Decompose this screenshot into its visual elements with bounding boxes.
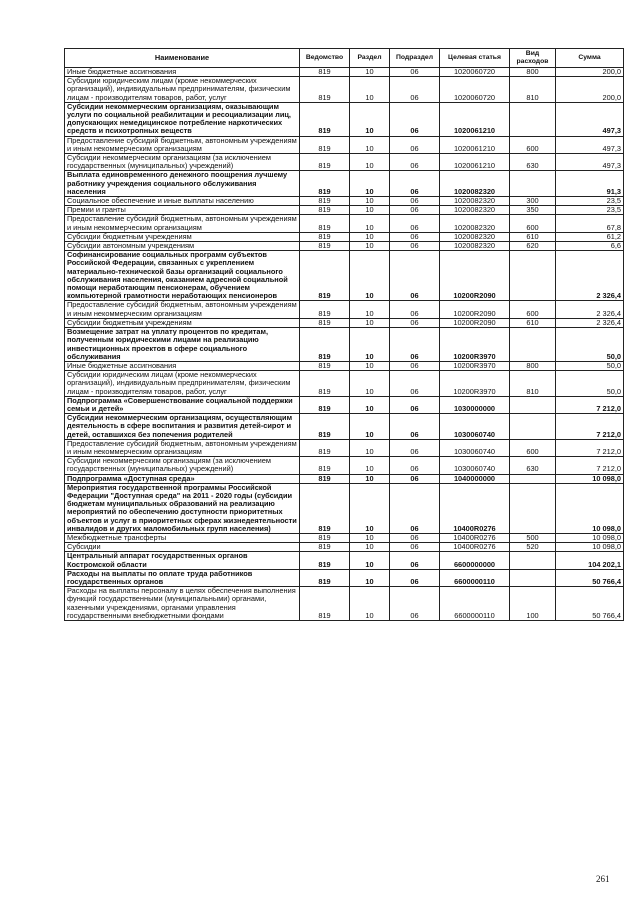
cell-expense-type: 800 xyxy=(510,361,556,370)
cell-name: Субсидии юридическим лицам (кроме некоммерческих организаций), индивидуальным предпринимателям, физическим лицам - производителям товаров, работ, услуг xyxy=(65,371,300,397)
cell-target-article: 6600000110 xyxy=(440,569,510,586)
cell-subsection: 06 xyxy=(390,77,440,103)
cell-amount: 50 766,4 xyxy=(556,569,624,586)
cell-expense-type xyxy=(510,251,556,301)
cell-department: 819 xyxy=(300,197,350,206)
cell-department: 819 xyxy=(300,68,350,77)
cell-expense-type: 520 xyxy=(510,543,556,552)
cell-amount: 2 326,4 xyxy=(556,301,624,318)
cell-department: 819 xyxy=(300,533,350,542)
cell-department: 819 xyxy=(300,242,350,251)
cell-target-article: 1020082320 xyxy=(440,171,510,197)
cell-amount: 10 098,0 xyxy=(556,543,624,552)
cell-amount: 104 202,1 xyxy=(556,552,624,569)
cell-department: 819 xyxy=(300,396,350,413)
cell-department: 819 xyxy=(300,301,350,318)
cell-expense-type: 600 xyxy=(510,301,556,318)
cell-department: 819 xyxy=(300,552,350,569)
cell-target-article: 10200R2090 xyxy=(440,301,510,318)
cell-name: Расходы на выплаты по оплате труда работников государственных органов xyxy=(65,569,300,586)
cell-amount: 67,8 xyxy=(556,215,624,232)
cell-expense-type: 350 xyxy=(510,206,556,215)
page-number: 261 xyxy=(596,874,610,884)
table-row xyxy=(65,439,624,456)
cell-target-article: 6600000000 xyxy=(440,552,510,569)
header-subsection: Подраздел xyxy=(390,49,440,68)
cell-expense-type: 630 xyxy=(510,154,556,171)
cell-section: 10 xyxy=(350,396,390,413)
cell-amount: 7 212,0 xyxy=(556,414,624,440)
cell-amount: 23,5 xyxy=(556,206,624,215)
cell-subsection: 06 xyxy=(390,371,440,397)
cell-section: 10 xyxy=(350,251,390,301)
cell-section: 10 xyxy=(350,371,390,397)
cell-section: 10 xyxy=(350,457,390,474)
table-row xyxy=(65,197,624,206)
cell-amount: 23,5 xyxy=(556,197,624,206)
table-row xyxy=(65,232,624,241)
cell-name: Субсидии некоммерческим организациям, оказывающим услуги по социальной реабилитации и ресоциализации лиц, допускающих немедицинское потребление наркотических средств и психотропных веществ xyxy=(65,102,300,136)
cell-amount: 497,3 xyxy=(556,102,624,136)
cell-department: 819 xyxy=(300,414,350,440)
cell-section: 10 xyxy=(350,77,390,103)
cell-subsection: 06 xyxy=(390,328,440,362)
cell-expense-type: 620 xyxy=(510,242,556,251)
cell-name: Возмещение затрат на уплату процентов по кредитам, полученным юридическими лицами на реализацию инвестиционных проектов в сфере социального обслуживания xyxy=(65,328,300,362)
cell-subsection: 06 xyxy=(390,171,440,197)
cell-department: 819 xyxy=(300,474,350,483)
cell-expense-type xyxy=(510,569,556,586)
cell-expense-type: 610 xyxy=(510,318,556,327)
cell-amount: 50,0 xyxy=(556,328,624,362)
table-row xyxy=(65,215,624,232)
cell-section: 10 xyxy=(350,136,390,153)
table-body xyxy=(65,68,624,621)
cell-target-article: 10400R0276 xyxy=(440,483,510,533)
cell-name: Премии и гранты xyxy=(65,206,300,215)
cell-department: 819 xyxy=(300,251,350,301)
cell-expense-type: 500 xyxy=(510,533,556,542)
cell-target-article: 1020061210 xyxy=(440,136,510,153)
cell-name: Выплата единовременного денежного поощрения лучшему работнику учреждения социального обслуживания населения xyxy=(65,171,300,197)
table-row xyxy=(65,318,624,327)
cell-target-article: 1020082320 xyxy=(440,242,510,251)
cell-name: Подпрограмма «Совершенствование социальной поддержки семьи и детей» xyxy=(65,396,300,413)
cell-expense-type xyxy=(510,102,556,136)
cell-name: Межбюджетные трансферты xyxy=(65,533,300,542)
cell-subsection: 06 xyxy=(390,301,440,318)
cell-section: 10 xyxy=(350,318,390,327)
cell-name: Субсидии автономным учреждениям xyxy=(65,242,300,251)
cell-subsection: 06 xyxy=(390,483,440,533)
cell-subsection: 06 xyxy=(390,414,440,440)
cell-amount: 10 098,0 xyxy=(556,533,624,542)
cell-amount: 7 212,0 xyxy=(556,396,624,413)
cell-name: Социальное обеспечение и иные выплаты населению xyxy=(65,197,300,206)
cell-department: 819 xyxy=(300,328,350,362)
cell-section: 10 xyxy=(350,587,390,621)
cell-department: 819 xyxy=(300,361,350,370)
cell-section: 10 xyxy=(350,474,390,483)
table-row xyxy=(65,77,624,103)
cell-target-article: 1030060740 xyxy=(440,414,510,440)
cell-section: 10 xyxy=(350,102,390,136)
cell-subsection: 06 xyxy=(390,215,440,232)
header-expense-type: Вид расходов xyxy=(510,49,556,68)
cell-department: 819 xyxy=(300,543,350,552)
cell-name: Предоставление субсидий бюджетным, автономным учреждениям и иным некоммерческим организациям xyxy=(65,439,300,456)
cell-subsection: 06 xyxy=(390,543,440,552)
cell-subsection: 06 xyxy=(390,569,440,586)
header-amount: Сумма xyxy=(556,49,624,68)
cell-target-article: 1040000000 xyxy=(440,474,510,483)
cell-target-article: 1020060720 xyxy=(440,68,510,77)
table-row xyxy=(65,136,624,153)
cell-name: Предоставление субсидий бюджетным, автономным учреждениям и иным некоммерческим организациям xyxy=(65,136,300,153)
cell-expense-type xyxy=(510,328,556,362)
cell-expense-type xyxy=(510,414,556,440)
cell-department: 819 xyxy=(300,569,350,586)
cell-subsection: 06 xyxy=(390,533,440,542)
cell-target-article: 10400R0276 xyxy=(440,533,510,542)
cell-target-article: 6600000110 xyxy=(440,587,510,621)
cell-expense-type: 600 xyxy=(510,136,556,153)
cell-department: 819 xyxy=(300,232,350,241)
cell-subsection: 06 xyxy=(390,197,440,206)
cell-department: 819 xyxy=(300,136,350,153)
budget-table-container xyxy=(64,48,623,621)
header-target-article: Целевая статья xyxy=(440,49,510,68)
budget-table xyxy=(64,48,624,621)
cell-target-article: 1020060720 xyxy=(440,77,510,103)
cell-subsection: 06 xyxy=(390,439,440,456)
cell-expense-type xyxy=(510,552,556,569)
cell-amount: 7 212,0 xyxy=(556,457,624,474)
cell-section: 10 xyxy=(350,328,390,362)
cell-department: 819 xyxy=(300,318,350,327)
cell-subsection: 06 xyxy=(390,154,440,171)
cell-amount: 61,2 xyxy=(556,232,624,241)
cell-amount: 10 098,0 xyxy=(556,483,624,533)
cell-section: 10 xyxy=(350,68,390,77)
table-row xyxy=(65,171,624,197)
cell-section: 10 xyxy=(350,569,390,586)
table-row xyxy=(65,483,624,533)
cell-section: 10 xyxy=(350,154,390,171)
table-row xyxy=(65,206,624,215)
table-row xyxy=(65,251,624,301)
cell-amount: 50,0 xyxy=(556,371,624,397)
cell-expense-type xyxy=(510,474,556,483)
cell-expense-type xyxy=(510,396,556,413)
cell-section: 10 xyxy=(350,361,390,370)
table-row xyxy=(65,552,624,569)
cell-target-article: 10200R3970 xyxy=(440,328,510,362)
cell-target-article: 1020082320 xyxy=(440,215,510,232)
cell-department: 819 xyxy=(300,102,350,136)
table-row xyxy=(65,457,624,474)
cell-section: 10 xyxy=(350,483,390,533)
cell-expense-type xyxy=(510,171,556,197)
cell-name: Субсидии некоммерческим организациям, осуществляющим деятельность в сфере воспитания и развития детей-сирот и детей, оставшихся без попечения родителей xyxy=(65,414,300,440)
cell-department: 819 xyxy=(300,77,350,103)
cell-amount: 50,0 xyxy=(556,361,624,370)
cell-amount: 2 326,4 xyxy=(556,251,624,301)
table-row xyxy=(65,396,624,413)
cell-department: 819 xyxy=(300,371,350,397)
cell-subsection: 06 xyxy=(390,396,440,413)
cell-subsection: 06 xyxy=(390,102,440,136)
cell-department: 819 xyxy=(300,215,350,232)
cell-target-article: 1020082320 xyxy=(440,232,510,241)
cell-name: Расходы на выплаты персоналу в целях обеспечения выполнения функций государственными (муниципальными) органами, казенными учреждениями, органами управления государственными внебюджетными фондами xyxy=(65,587,300,621)
table-row xyxy=(65,301,624,318)
cell-section: 10 xyxy=(350,215,390,232)
table-row xyxy=(65,154,624,171)
cell-section: 10 xyxy=(350,439,390,456)
cell-section: 10 xyxy=(350,171,390,197)
table-row xyxy=(65,361,624,370)
cell-target-article: 10200R3970 xyxy=(440,361,510,370)
cell-department: 819 xyxy=(300,439,350,456)
cell-name: Софинансирование социальных программ субъектов Российской Федерации, связанных с укреплением материально-технической базы организаций социального обслуживания населения, оказанием адресной социальной помощи неработающим пенсионерам, обучением компьютерной грамотности неработающих пенсионеров xyxy=(65,251,300,301)
table-row xyxy=(65,587,624,621)
table-row xyxy=(65,68,624,77)
cell-section: 10 xyxy=(350,414,390,440)
cell-name: Субсидии некоммерческим организациям (за исключением государственных (муниципальных) учреждений) xyxy=(65,154,300,171)
cell-subsection: 06 xyxy=(390,68,440,77)
cell-amount: 7 212,0 xyxy=(556,439,624,456)
cell-expense-type: 810 xyxy=(510,77,556,103)
header-section: Раздел xyxy=(350,49,390,68)
cell-name: Центральный аппарат государственных органов Костромской области xyxy=(65,552,300,569)
cell-amount: 2 326,4 xyxy=(556,318,624,327)
cell-expense-type: 600 xyxy=(510,215,556,232)
cell-expense-type xyxy=(510,483,556,533)
header-name: Наименование xyxy=(65,49,300,68)
cell-target-article: 1030060740 xyxy=(440,457,510,474)
table-row xyxy=(65,371,624,397)
cell-expense-type: 600 xyxy=(510,439,556,456)
cell-expense-type: 610 xyxy=(510,232,556,241)
cell-name: Субсидии xyxy=(65,543,300,552)
cell-subsection: 06 xyxy=(390,242,440,251)
cell-name: Предоставление субсидий бюджетным, автономным учреждениям и иным некоммерческим организациям xyxy=(65,301,300,318)
cell-name: Подпрограмма «Доступная среда» xyxy=(65,474,300,483)
cell-subsection: 06 xyxy=(390,232,440,241)
cell-amount: 497,3 xyxy=(556,136,624,153)
cell-amount: 91,3 xyxy=(556,171,624,197)
cell-section: 10 xyxy=(350,533,390,542)
table-row xyxy=(65,474,624,483)
cell-target-article: 1020061210 xyxy=(440,102,510,136)
cell-subsection: 06 xyxy=(390,251,440,301)
cell-section: 10 xyxy=(350,543,390,552)
table-row xyxy=(65,328,624,362)
table-row xyxy=(65,543,624,552)
cell-target-article: 10200R3970 xyxy=(440,371,510,397)
table-row xyxy=(65,569,624,586)
cell-target-article: 1030000000 xyxy=(440,396,510,413)
cell-expense-type: 630 xyxy=(510,457,556,474)
cell-department: 819 xyxy=(300,206,350,215)
cell-department: 819 xyxy=(300,154,350,171)
cell-subsection: 06 xyxy=(390,136,440,153)
cell-section: 10 xyxy=(350,232,390,241)
cell-subsection: 06 xyxy=(390,206,440,215)
cell-expense-type: 800 xyxy=(510,68,556,77)
cell-name: Иные бюджетные ассигнования xyxy=(65,361,300,370)
cell-name: Субсидии юридическим лицам (кроме некоммерческих организаций), индивидуальным предпринимателям, физическим лицам - производителям товаров, работ, услуг xyxy=(65,77,300,103)
cell-target-article: 1020082320 xyxy=(440,206,510,215)
cell-amount: 10 098,0 xyxy=(556,474,624,483)
cell-department: 819 xyxy=(300,171,350,197)
cell-target-article: 1030060740 xyxy=(440,439,510,456)
cell-amount: 50 766,4 xyxy=(556,587,624,621)
cell-expense-type: 300 xyxy=(510,197,556,206)
cell-subsection: 06 xyxy=(390,318,440,327)
cell-expense-type: 810 xyxy=(510,371,556,397)
cell-name: Мероприятия государственной программы Российской Федерации "Доступная среда" на 2011 - 2020 годы (субсидии бюджетам муниципальных образований на реализацию мероприятий по обеспечению доступности приоритетных объектов и услуг в приоритетных сферах жизнедеятельности инвалидов и других маломобильных групп населения) xyxy=(65,483,300,533)
cell-section: 10 xyxy=(350,206,390,215)
cell-department: 819 xyxy=(300,457,350,474)
cell-subsection: 06 xyxy=(390,474,440,483)
cell-amount: 497,3 xyxy=(556,154,624,171)
cell-department: 819 xyxy=(300,587,350,621)
cell-subsection: 06 xyxy=(390,552,440,569)
table-row xyxy=(65,242,624,251)
cell-amount: 200,0 xyxy=(556,77,624,103)
cell-target-article: 1020061210 xyxy=(440,154,510,171)
cell-subsection: 06 xyxy=(390,361,440,370)
cell-target-article: 10200R2090 xyxy=(440,318,510,327)
cell-target-article: 10400R0276 xyxy=(440,543,510,552)
table-row xyxy=(65,414,624,440)
header-department: Ведомство xyxy=(300,49,350,68)
table-row xyxy=(65,102,624,136)
cell-name: Субсидии бюджетным учреждениям xyxy=(65,232,300,241)
cell-target-article: 10200R2090 xyxy=(440,251,510,301)
cell-amount: 200,0 xyxy=(556,68,624,77)
cell-department: 819 xyxy=(300,483,350,533)
cell-subsection: 06 xyxy=(390,587,440,621)
table-header-row xyxy=(65,49,624,68)
cell-subsection: 06 xyxy=(390,457,440,474)
cell-section: 10 xyxy=(350,242,390,251)
cell-section: 10 xyxy=(350,552,390,569)
cell-name: Субсидии некоммерческим организациям (за исключением государственных (муниципальных) учреждений) xyxy=(65,457,300,474)
cell-section: 10 xyxy=(350,197,390,206)
cell-target-article: 1020082320 xyxy=(440,197,510,206)
cell-expense-type: 100 xyxy=(510,587,556,621)
cell-amount: 6,6 xyxy=(556,242,624,251)
table-row xyxy=(65,533,624,542)
cell-name: Субсидии бюджетным учреждениям xyxy=(65,318,300,327)
cell-name: Иные бюджетные ассигнования xyxy=(65,68,300,77)
cell-section: 10 xyxy=(350,301,390,318)
cell-name: Предоставление субсидий бюджетным, автономным учреждениям и иным некоммерческим организациям xyxy=(65,215,300,232)
